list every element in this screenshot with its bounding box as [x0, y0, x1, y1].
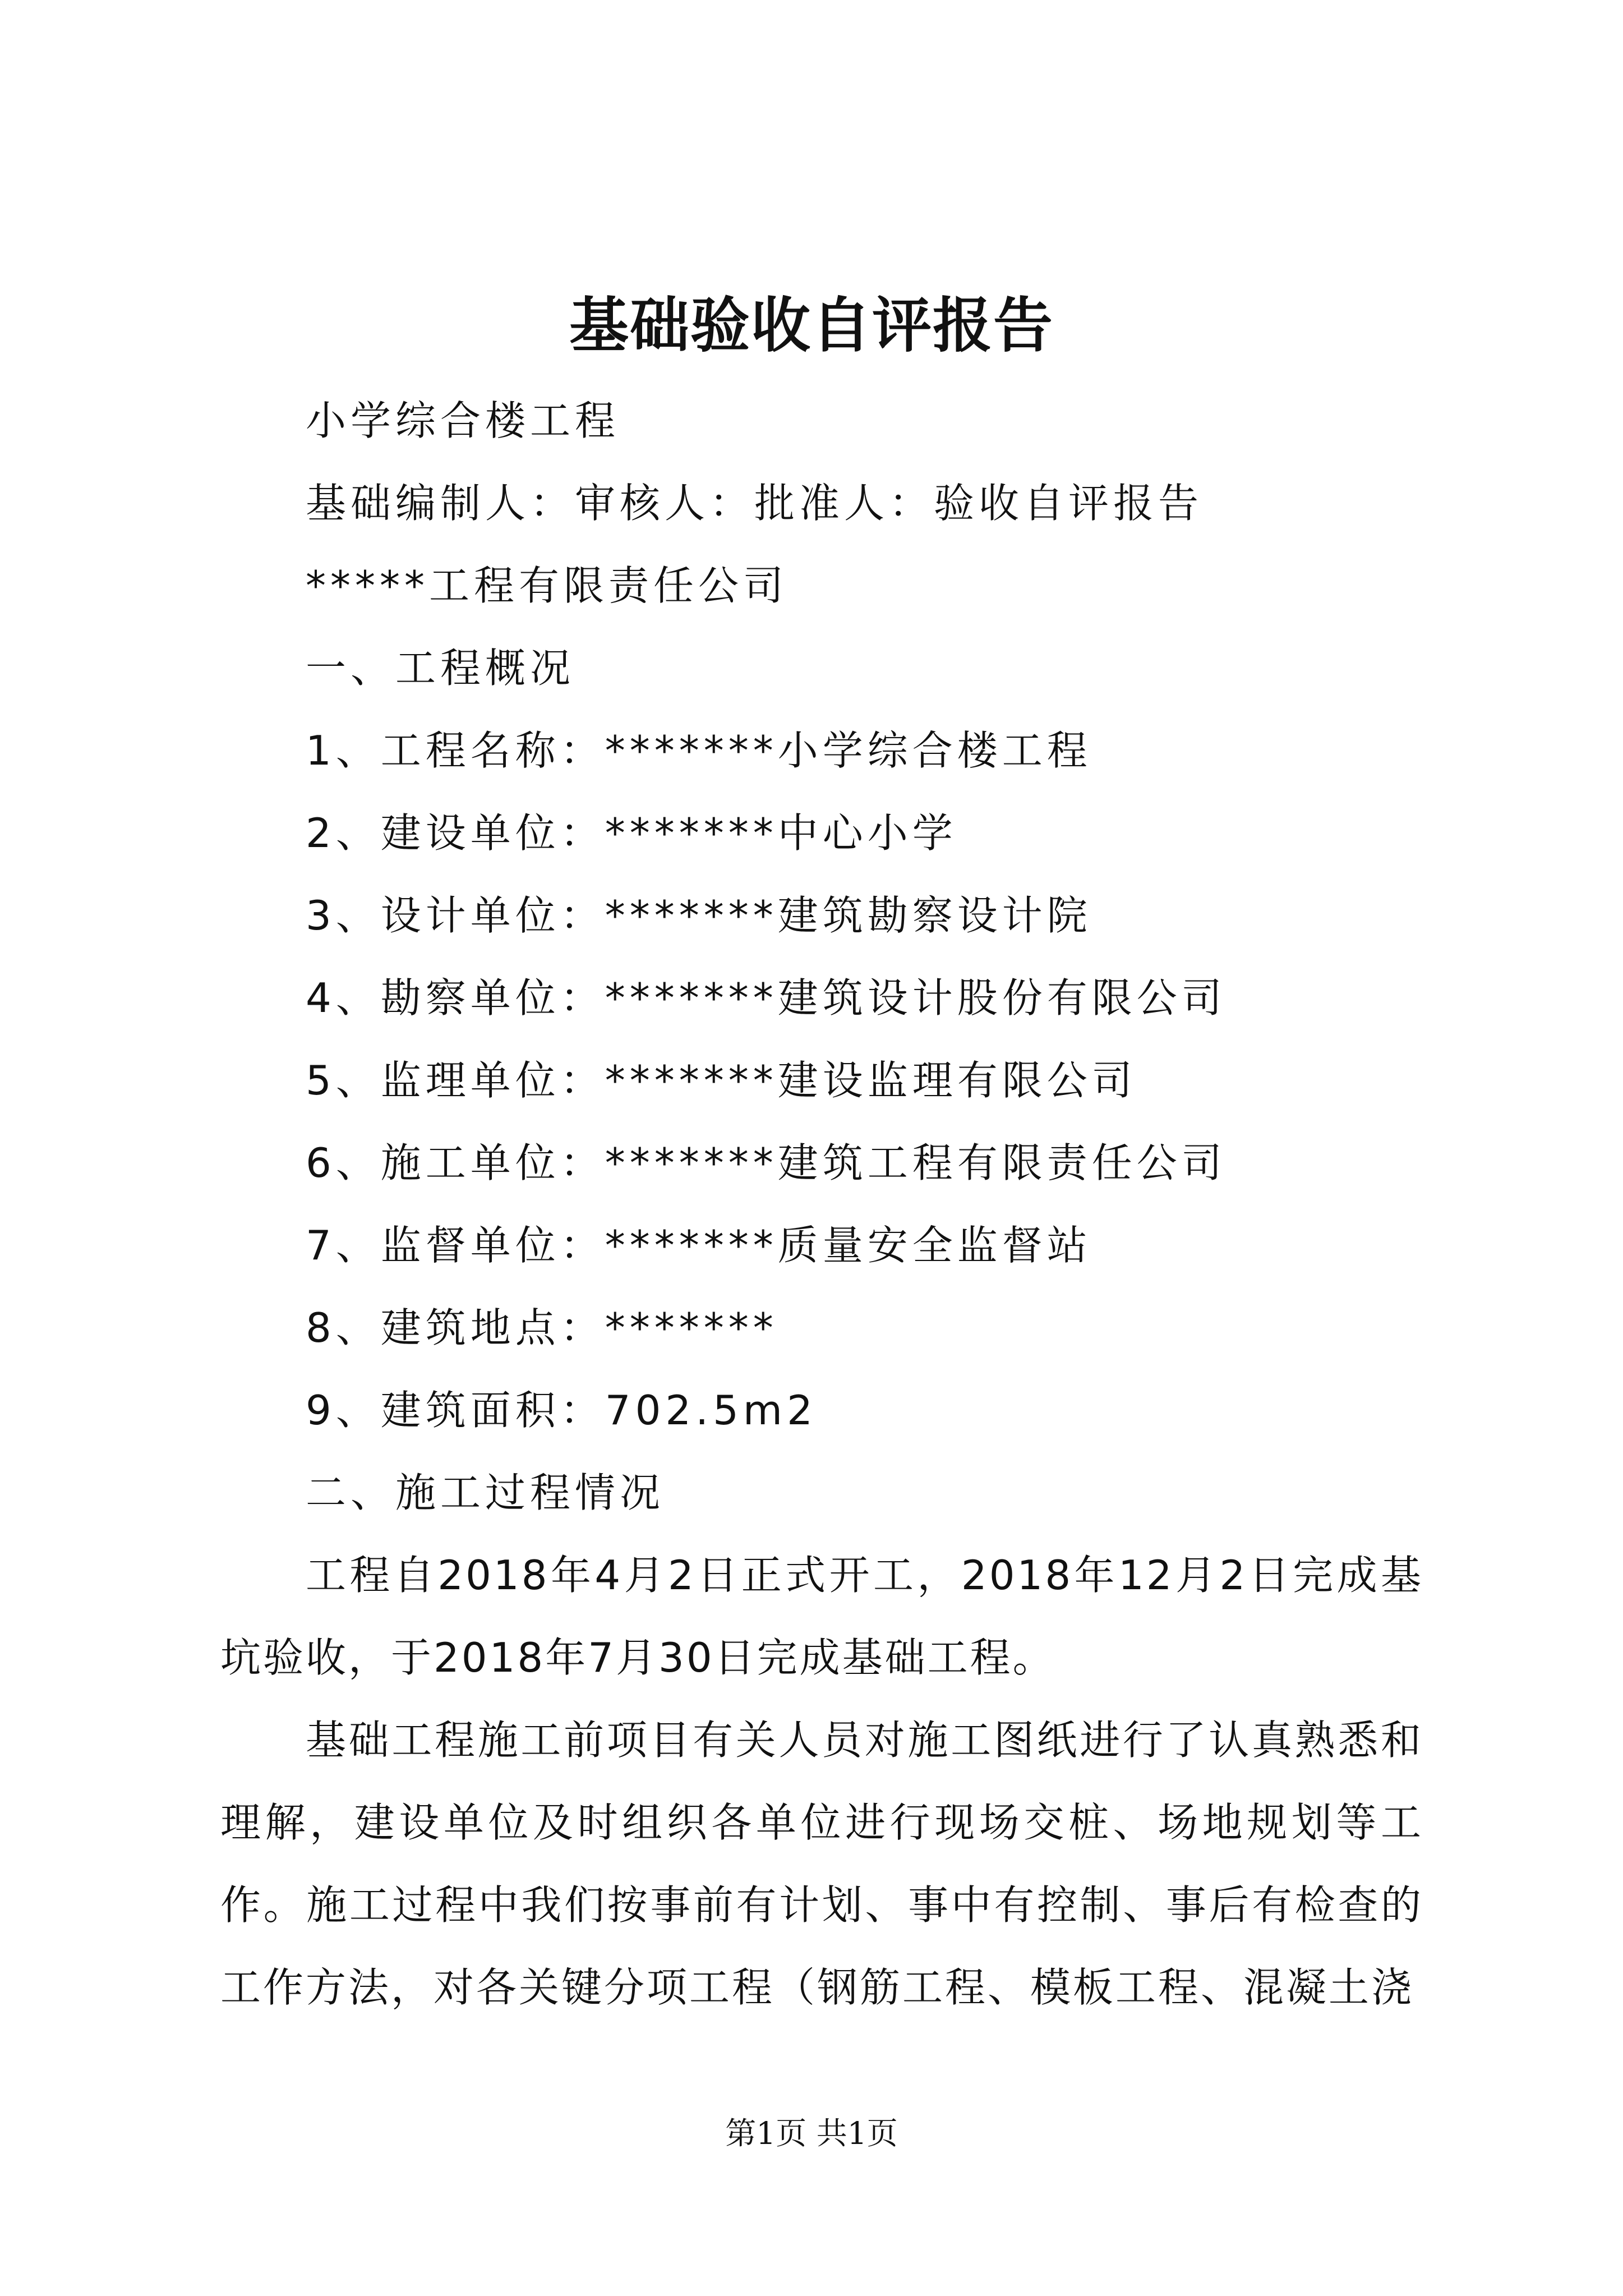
company-line: *****工程有限责任公司 [306, 562, 789, 609]
signatures-line: 基础编制人：审核人：批准人：验收自评报告 [306, 480, 1204, 527]
paragraph-schedule: 工程自2018年4月2日正式开工，2018年12月2日完成基坑验收，于2018年7月30日完成基础工程。 [220, 1552, 1423, 1681]
item-project-name: 1、工程名称：*******小学综合楼工程 [306, 727, 1092, 774]
item-location: 8、建筑地点：******* [306, 1304, 778, 1351]
document-title: 基础验收自评报告 [569, 290, 1054, 360]
item-oversight-unit: 7、监督单位：*******质量安全监督站 [306, 1222, 1092, 1269]
item-building-area: 9、建筑面积：702.5m2 [306, 1387, 817, 1434]
item-contractor-unit: 6、施工单位：*******建筑工程有限责任公司 [306, 1139, 1227, 1186]
section-heading-overview: 一、工程概况 [306, 645, 575, 692]
item-survey-unit: 4、勘察单位：*******建筑设计股份有限公司 [306, 974, 1227, 1022]
section-heading-process: 二、施工过程情况 [306, 1469, 665, 1516]
item-supervision-unit: 5、监理单位：*******建设监理有限公司 [306, 1057, 1137, 1104]
page-footer: 第1页 共1页 [725, 2115, 898, 2151]
item-construction-unit: 2、建设单位：*******中心小学 [306, 809, 957, 857]
paragraph-process: 基础工程施工前项目有关人员对施工图纸进行了认真熟悉和理解，建设单位及时组织各单位进行现场交桩、场地规划等工作。施工过程中我们按事前有计划、事中有控制、事后有检查的工作方法，对各关键分项工程（钢筋工程、模板工程、混凝土浇 [220, 1717, 1423, 2011]
project-name-line: 小学综合楼工程 [306, 397, 620, 444]
item-design-unit: 3、设计单位：*******建筑勘察设计院 [306, 892, 1092, 939]
